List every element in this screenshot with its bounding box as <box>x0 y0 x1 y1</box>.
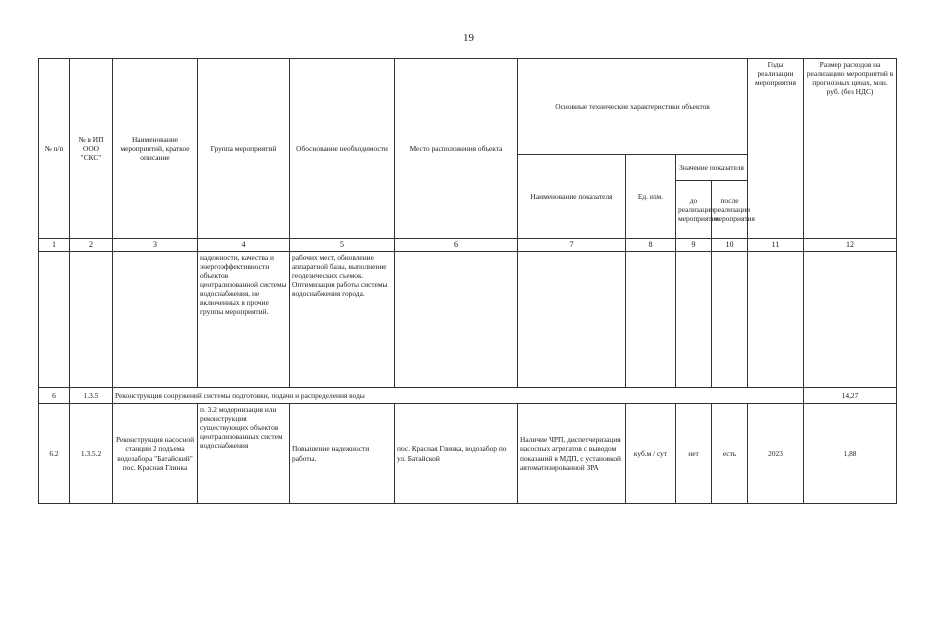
column-number: 2 <box>70 239 113 252</box>
column-number: 1 <box>39 239 70 252</box>
header-after: после реализации мероприятия <box>712 181 748 239</box>
item-code: 1.3.5.2 <box>70 404 113 504</box>
item-name: Реконструкция насосной станции 2 подъема водозабора "Батайский" пос. Красная Глинка <box>113 404 198 504</box>
section-code: 1.3.5 <box>70 388 113 404</box>
item-after: есть <box>712 404 748 504</box>
column-number: 8 <box>626 239 676 252</box>
column-number: 5 <box>290 239 395 252</box>
section-title: Реконструкция сооружений системы подготовки, подачи и распределения воды <box>113 388 804 404</box>
section-num: 6 <box>39 388 70 404</box>
item-location: пос. Красная Глинка, водозабор по ул. Батайской <box>395 404 518 504</box>
header-indicator: Наименование показателя <box>518 155 626 239</box>
cell-empty <box>395 252 518 388</box>
header-indicator-value: Значение показателя <box>676 155 748 181</box>
header-characteristics: Основные технические характеристики объектов <box>518 59 748 155</box>
cell-empty <box>113 252 198 388</box>
item-num: 6.2 <box>39 404 70 504</box>
section-cost: 14,27 <box>804 388 897 404</box>
header-group: Группа мероприятий <box>198 59 290 239</box>
column-number: 12 <box>804 239 897 252</box>
column-number: 4 <box>198 239 290 252</box>
header-years: Годы реализации мероприятия <box>748 59 804 239</box>
item-year: 2023 <box>748 404 804 504</box>
column-number: 6 <box>395 239 518 252</box>
item-unit: куб.м / сут <box>626 404 676 504</box>
header-location: Место расположения объекта <box>395 59 518 239</box>
column-number: 11 <box>748 239 804 252</box>
header-name: Наименование мероприятий, краткое описание <box>113 59 198 239</box>
cell-empty <box>626 252 676 388</box>
column-number: 3 <box>113 239 198 252</box>
item-justification: Повышение надежности работы. <box>290 404 395 504</box>
header-justification: Обоснование необходимости <box>290 59 395 239</box>
item-cost: 1,88 <box>804 404 897 504</box>
cell-empty <box>70 252 113 388</box>
continuation-group-text: надежности, качества и энергоэффективности объектов централизованной системы водоснабжения, не включенных в прочие группы мероприятий. <box>198 252 290 388</box>
item-before: нет <box>676 404 712 504</box>
cell-empty <box>39 252 70 388</box>
cell-empty <box>676 252 712 388</box>
header-num: № п/п <box>39 59 70 239</box>
header-before: до реализации мероприятия <box>676 181 712 239</box>
header-code: № в ИП ООО "СКС" <box>70 59 113 239</box>
column-number: 10 <box>712 239 748 252</box>
cell-empty <box>712 252 748 388</box>
cell-empty <box>804 252 897 388</box>
item-group: п. 3.2 модернизация или реконструкция существующих объектов централизованных систем водоснабжения <box>198 404 290 504</box>
cell-empty <box>518 252 626 388</box>
column-number: 7 <box>518 239 626 252</box>
page-number: 19 <box>463 32 474 44</box>
continuation-justification-text: рабочих мест, обновление аппаратной базы, выполнение геодезических съемок. Оптимизация работы системы водоснабжения города. <box>290 252 395 388</box>
column-number: 9 <box>676 239 712 252</box>
header-unit: Ед. изм. <box>626 155 676 239</box>
header-cost: Размер расходов на реализацию мероприятий в прогнозных ценах, млн. руб. (без НДС) <box>804 59 897 239</box>
item-indicator: Наличие ЧРП, диспетчеризация насосных агрегатов с выводом показаний в МДП, с установкой автоматизированной ЗРА <box>518 404 626 504</box>
cell-empty <box>748 252 804 388</box>
investment-program-table <box>38 58 897 504</box>
